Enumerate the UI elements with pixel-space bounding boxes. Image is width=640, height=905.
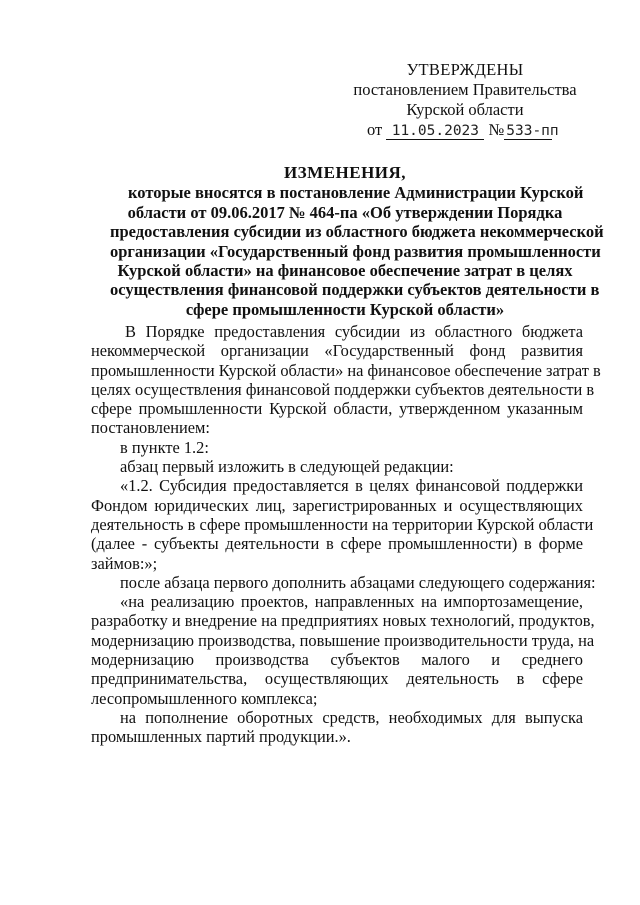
heading-line: осуществления финансовой поддержки субъектов деятельности в bbox=[110, 280, 600, 300]
approval-line-2: Курской области bbox=[406, 100, 524, 119]
text-line: «1.2. Субсидия предоставляется в целях финансовой поддержки bbox=[120, 476, 583, 496]
heading-line: сфере промышленности Курской области» bbox=[185, 299, 505, 319]
text-line: сфере промышленности Курской области, утвержденном указанным bbox=[91, 399, 583, 419]
paragraph-quote-1 bbox=[91, 476, 594, 573]
approval-date: 11.05.2023 bbox=[386, 123, 484, 140]
text-line: модернизацию производства субъектов малого и среднего bbox=[91, 650, 583, 670]
text-line: целях осуществления финансовой поддержки субъектов деятельности в bbox=[91, 379, 595, 399]
paragraph-addition: после абзаца первого дополнить абзацами следующего содержания: bbox=[120, 572, 596, 592]
heading-line: области от 09.06.2017 № 464-па «Об утверждении Порядка bbox=[127, 202, 563, 222]
text-line: займов:»; bbox=[91, 553, 158, 573]
text-line: деятельность в сфере промышленности на территории Курской области bbox=[91, 514, 594, 534]
approval-date-line bbox=[345, 120, 585, 140]
number-prefix: № bbox=[488, 120, 505, 139]
document-body bbox=[91, 322, 601, 747]
paragraph-quote-3 bbox=[91, 708, 583, 747]
text-line: В Порядке предоставления субсидии из областного бюджета bbox=[125, 322, 583, 341]
text-line: лесопромышленного комплекса; bbox=[91, 688, 318, 708]
text-line: Фондом юридических лиц, зарегистрированных и осуществляющих bbox=[91, 495, 583, 515]
text-line: промышленных партий продукции.». bbox=[91, 727, 351, 747]
paragraph-clause: в пункте 1.2: bbox=[120, 437, 209, 457]
text-line: промышленности Курской области» на финансовое обеспечение затрат в bbox=[91, 360, 601, 380]
approval-number: 533-пп bbox=[506, 123, 559, 139]
text-line: некоммерческой организации «Государственный фонд развития bbox=[91, 341, 583, 361]
text-line: «на реализацию проектов, направленных на импортозамещение, bbox=[120, 592, 583, 612]
heading-line: организации «Государственный фонд развития промышленности bbox=[110, 241, 601, 261]
date-prefix: от bbox=[367, 120, 383, 139]
document-heading bbox=[110, 163, 604, 319]
paragraph-instruction: абзац первый изложить в следующей редакции: bbox=[120, 457, 454, 477]
text-line: (далее - субъекты деятельности в сфере промышленности) в форме bbox=[91, 534, 583, 554]
heading-line: которые вносятся в постановление Администрации Курской bbox=[128, 183, 584, 203]
heading-line: предоставления субсидии из областного бюджета некоммерческой bbox=[110, 222, 604, 242]
heading-line: Курской области» на финансовое обеспечение затрат в целях bbox=[117, 261, 573, 281]
approval-title: УТВЕРЖДЕНЫ bbox=[406, 60, 524, 79]
text-line: предпринимательства, осуществляющих деятельность в сфере bbox=[91, 669, 583, 689]
text-line: разработку и внедрение на предприятиях новых технологий, продуктов, bbox=[91, 611, 595, 631]
paragraph-quote-2 bbox=[91, 592, 595, 708]
approval-line-1: постановлением Правительства bbox=[353, 80, 577, 99]
heading-title: ИЗМЕНЕНИЯ, bbox=[283, 163, 407, 182]
approval-stamp-block bbox=[345, 60, 585, 140]
paragraph-intro bbox=[91, 322, 601, 438]
text-line: модернизацию производства, повышение производительности труда, на bbox=[91, 630, 595, 650]
text-line: постановлением: bbox=[91, 418, 210, 438]
text-line: на пополнение оборотных средств, необходимых для выпуска bbox=[120, 707, 583, 727]
